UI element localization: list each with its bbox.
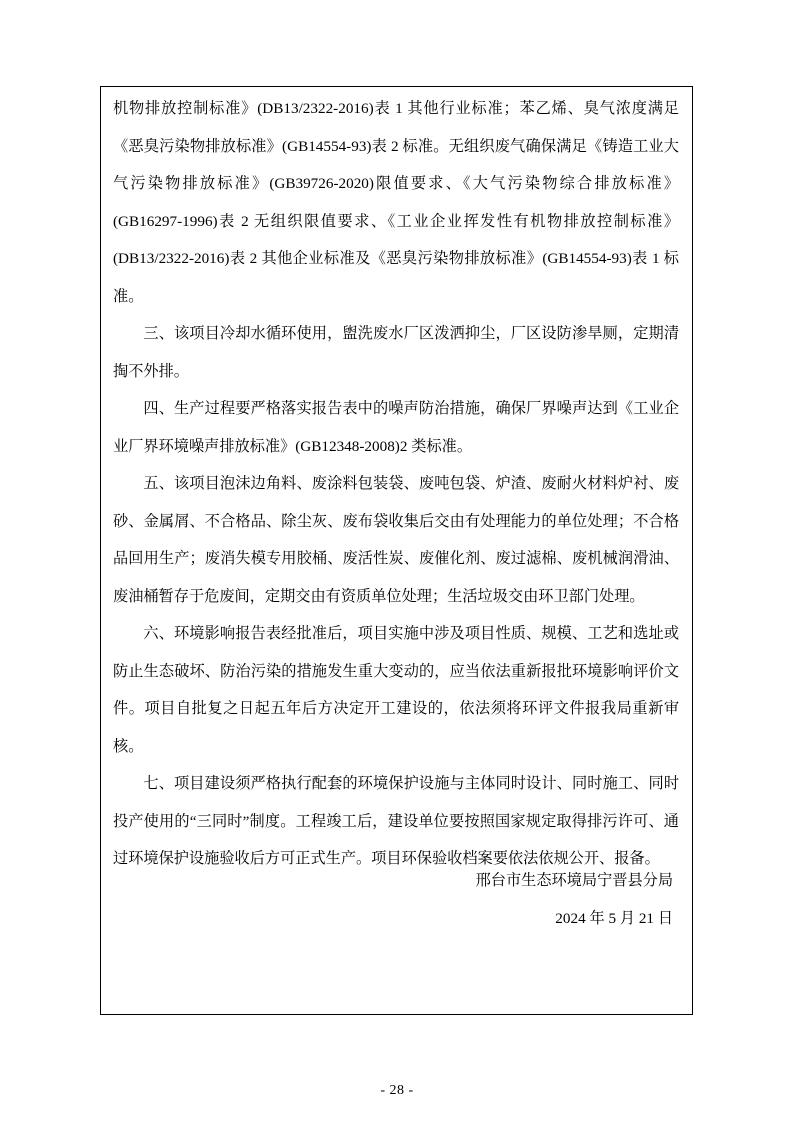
paragraph-item-six: 六、环境影响报告表经批准后，项目实施中涉及项目性质、规模、工艺和选址或防止生态破坏、防治污染的措施发生重大变动的，应当依法重新报批环境影响评价文件。项目自批复之日起五年后方决定开工建设的，依法须将环评文件报我局重新审核。 [113, 625, 679, 755]
paragraph-item-five: 五、该项目泡沫边角料、废涂料包装袋、废吨包袋、炉渣、废耐火材料炉衬、废砂、金属屑、不合格品、除尘灰、废布袋收集后交由有处理能力的单位处理；不合格品回用生产；废消失模专用胶桶、废活性炭、废催化剂、废过滤棉、废机械润滑油、废油桶暂存于危废间，定期交由有资质单位处理；生活垃圾交由环卫部门处理。 [113, 475, 679, 605]
paragraph-item-three: 三、该项目冷却水循环使用，盥洗废水厂区泼洒抑尘，厂区设防渗旱厕，定期清掏不外排。 [113, 325, 679, 380]
paragraph-continued-standards: 机物排放控制标准》(DB13/2322-2016)表 1 其他行业标准；苯乙烯、臭气浓度满足《恶臭污染物排放标准》(GB14554-93)表 2 标准。无组织废气确保满足《铸造工业大气污染物排放标准》(GB39726-2020)限值要求、《大气污染物综合排放标准》(GB16297-1996)表 2 无组织限值要求、《工业企业挥发性有机物排放控制标准》(DB13/2322-2016)表 2 其他企业标准及《恶臭污染物排放标准》(GB14554-93)表 1 标准。 [113, 100, 679, 305]
paragraph-item-four: 四、生产过程要严格落实报告表中的噪声防治措施，确保厂界噪声达到《工业企业厂界环境噪声排放标准》(GB12348-2008)2 类标准。 [113, 400, 679, 455]
page-number: - 28 - [380, 1083, 414, 1098]
paragraph-item-seven: 七、项目建设须严格执行配套的环境保护设施与主体同时设计、同时施工、同时投产使用的“三同时”制度。工程竣工后，建设单位要按照国家规定取得排污许可、通过环境保护设施验收后方可正式生产。项目环保验收档案要依法依规公开、报备。 [113, 775, 679, 867]
signature-date: 2024 年 5 月 21 日 [555, 909, 673, 927]
document-body [113, 90, 679, 878]
signature-issuer: 邢台市生态环境局宁晋县分局 [475, 872, 673, 889]
signature-block [113, 862, 679, 937]
